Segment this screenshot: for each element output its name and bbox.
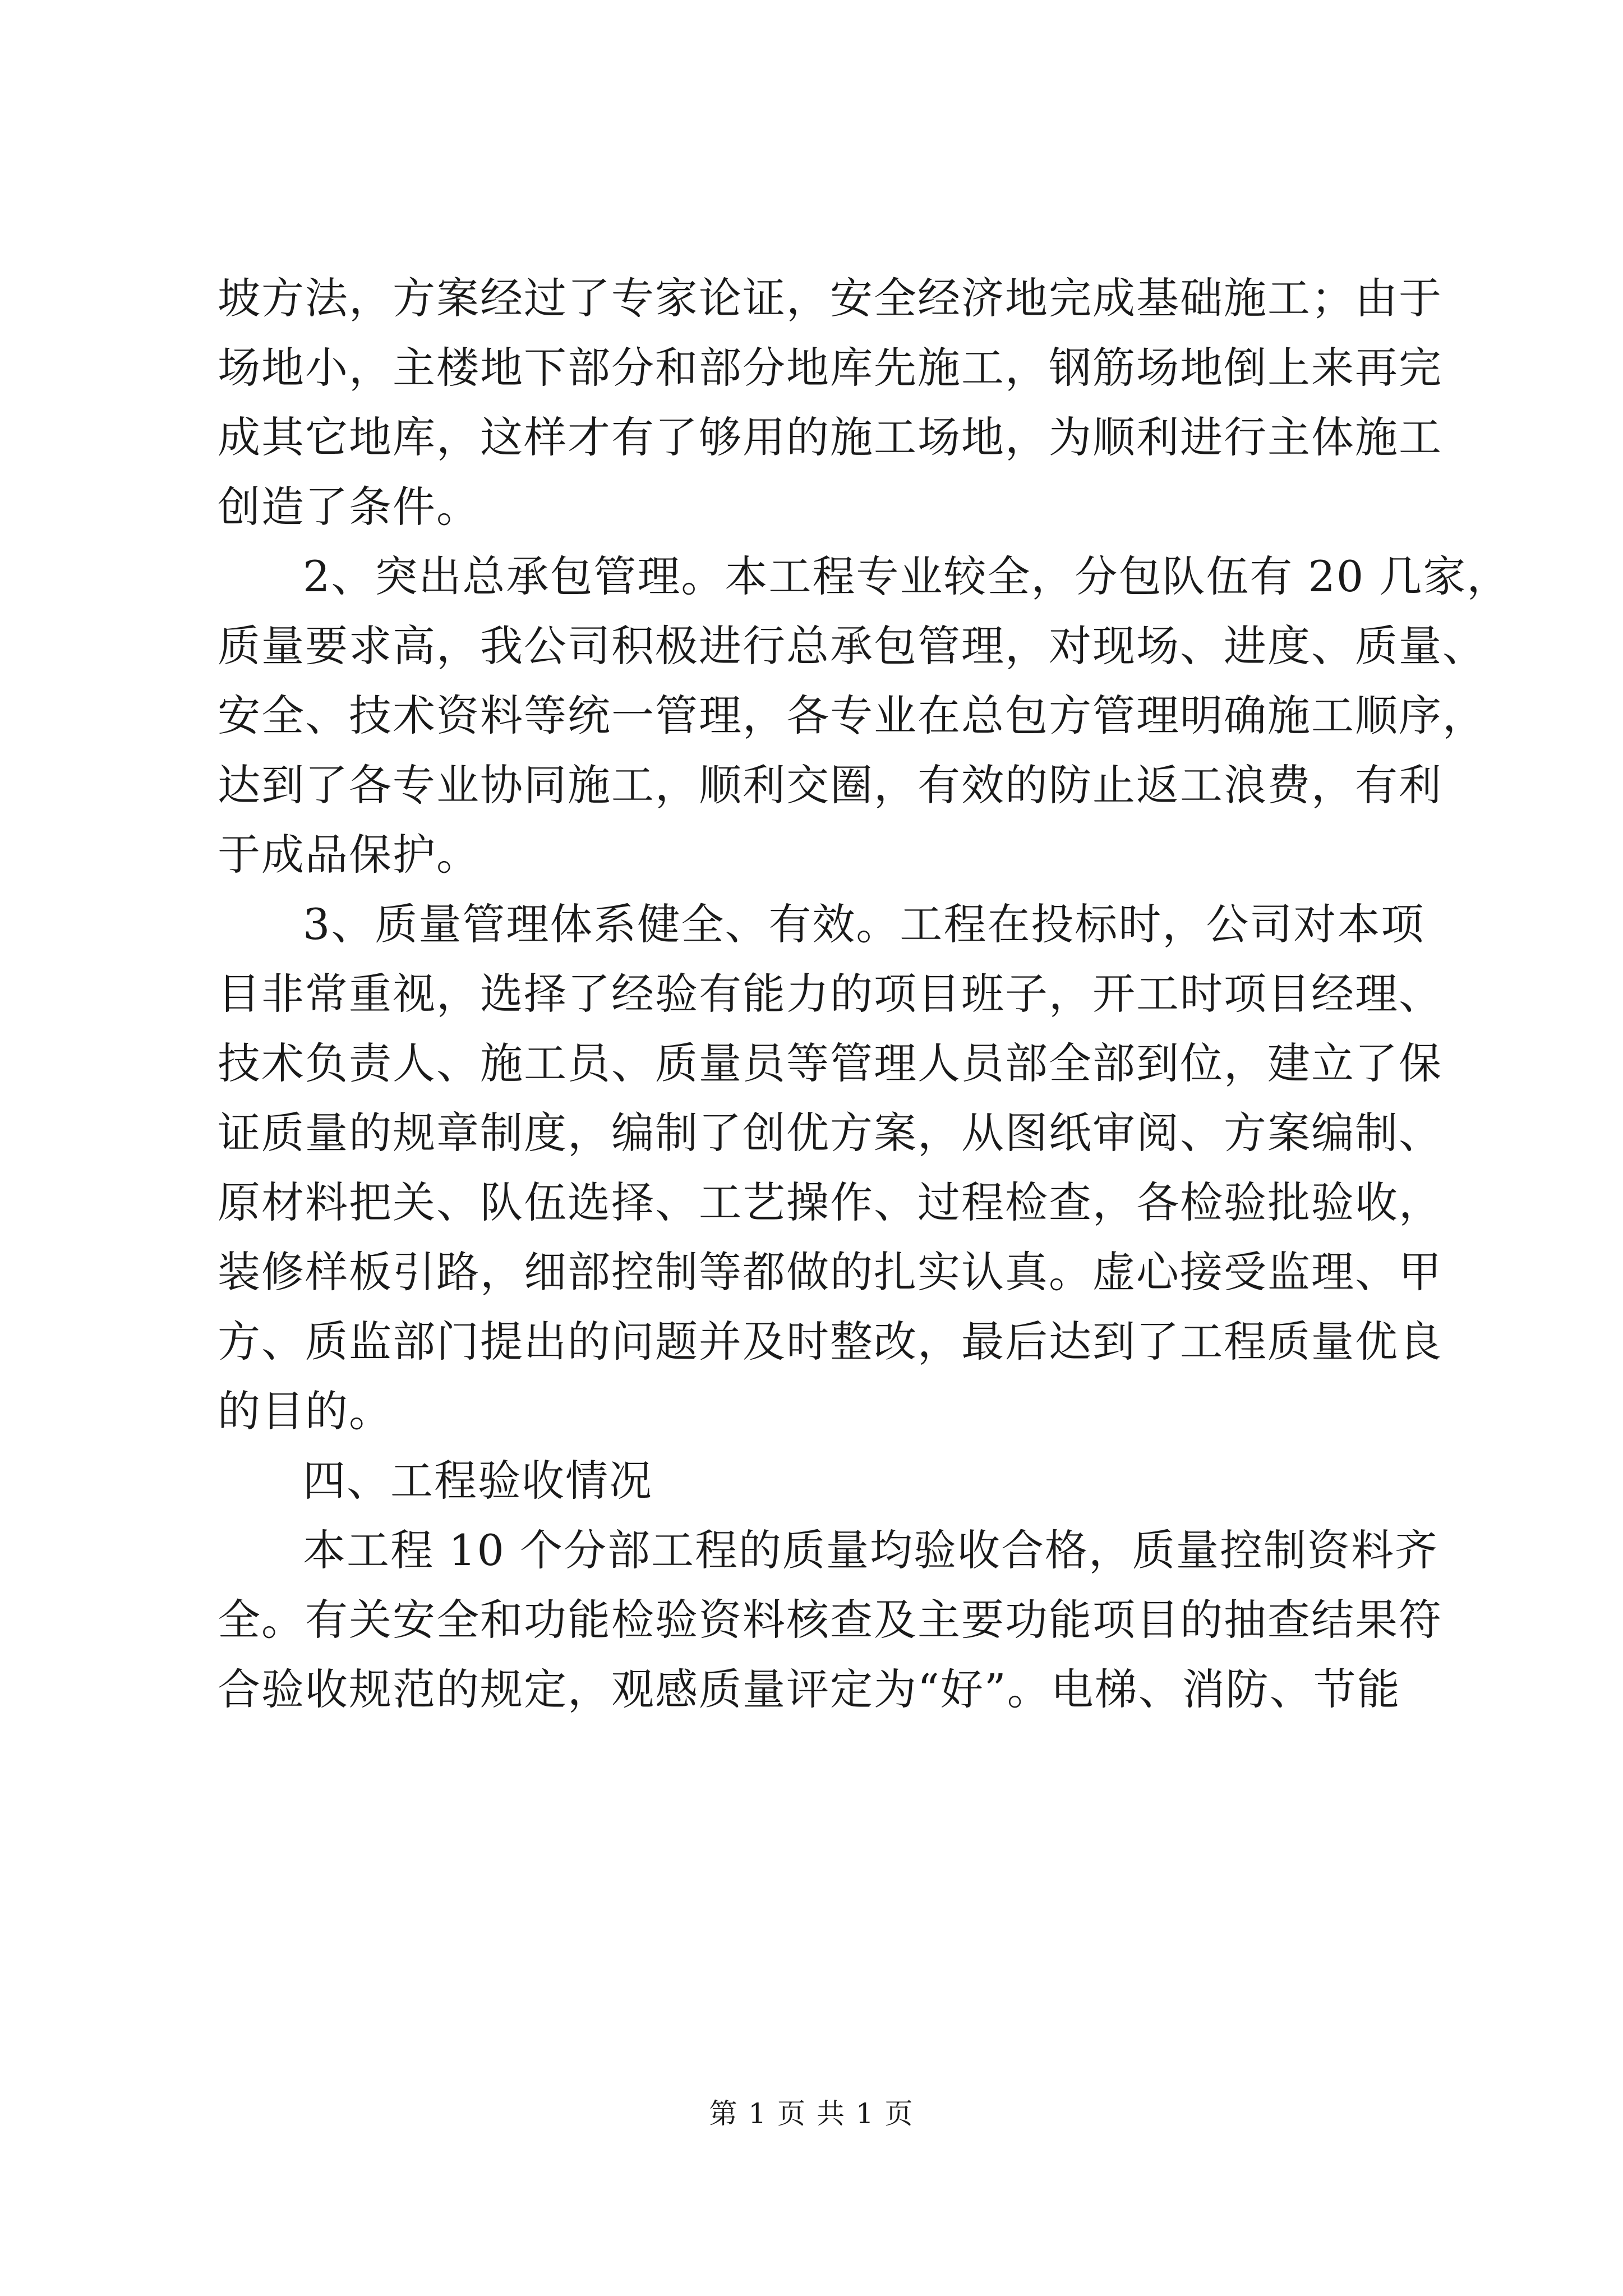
text-line: 合验收规范的规定，观感质量评定为“好”。电梯、消防、节能 [218,1664,1401,1714]
document-body [218,264,1511,1724]
text-line: 创造了条件。 [218,482,480,532]
paragraph-start-line: 本工程 10 个分部工程的质量均验收合格，质量控制资料齐 [303,1525,1439,1575]
text-line: 场地小，主楼地下部分和部分地库先施工，钢筋场地倒上来再完 [218,343,1442,393]
text-line: 质量要求高，我公司积极进行总承包管理，对现场、进度、质量、 [218,621,1486,671]
text-line: 方、质监部门提出的问题并及时整改，最后达到了工程质量优良 [218,1317,1442,1366]
text-line: 的目的。 [218,1386,393,1436]
text-line: 证质量的规章制度，编制了创优方案，从图纸审阅、方案编制、 [218,1108,1442,1158]
paragraph-start-line: 2、突出总承包管理。本工程专业较全，分包队伍有 20 几家， [303,551,1511,601]
text-line: 全。有关安全和功能检验资料核查及主要功能项目的抽查结果符 [218,1595,1442,1645]
text-line: 安全、技术资料等统一管理，各专业在总包方管理明确施工顺序， [218,691,1486,740]
text-line: 坡方法，方案经过了专家论证，安全经济地完成基础施工；由于 [218,273,1442,323]
text-line: 原材料把关、队伍选择、工艺操作、过程检查，各检验批验收， [218,1177,1442,1227]
section-heading: 四、工程验收情况 [303,1456,653,1506]
text-line: 装修样板引路，细部控制等都做的扎实认真。虚心接受监理、甲 [218,1247,1442,1297]
text-line: 目非常重视，选择了经验有能力的项目班子，开工时项目经理、 [218,969,1442,1019]
text-line: 达到了各专业协同施工，顺利交圈，有效的防止返工浪费，有利 [218,760,1442,810]
page-number-label: 第 1 页 共 1 页 [709,2097,914,2130]
text-line: 于成品保护。 [218,830,480,880]
paragraph-start-line: 3、质量管理体系健全、有效。工程在投标时，公司对本项 [303,899,1425,949]
page-footer [0,2097,1623,2131]
text-line: 技术负责人、施工员、质量员等管理人员部全部到位，建立了保 [218,1038,1442,1088]
text-line: 成其它地库，这样才有了够用的施工场地，为顺利进行主体施工 [218,412,1442,462]
